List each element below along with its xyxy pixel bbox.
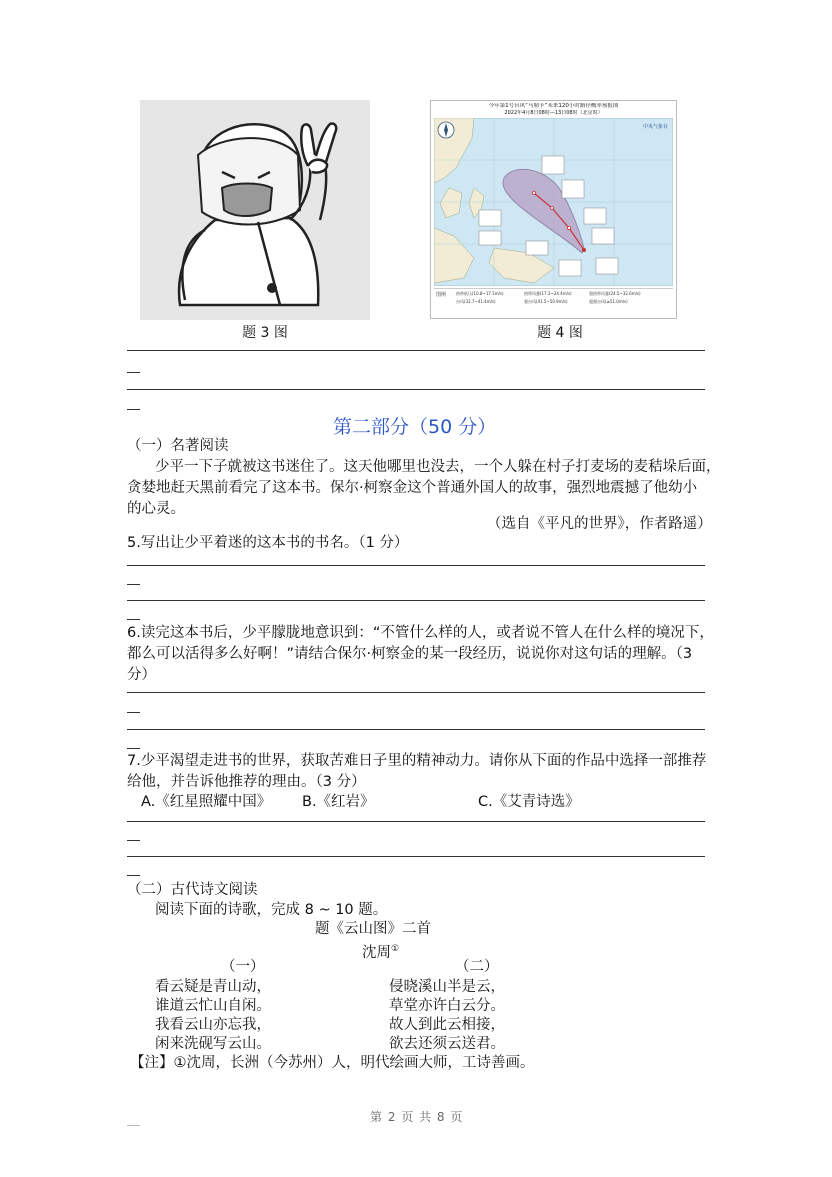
answer-line — [127, 350, 705, 351]
legend-item: 强热带风暴(24.5~32.6m/s) — [589, 291, 641, 296]
answer-line-stub — [127, 875, 140, 876]
answer-line-stub — [127, 584, 140, 585]
section-title: 第二部分（50 分） — [333, 416, 497, 438]
map-legend — [434, 288, 673, 316]
figure-4-caption: 题 4 图 — [537, 325, 583, 341]
question-6-line: 6.读完这本书后，少平朦胧地意识到：“不管什么样的人，或者说不管人在什么样的境况下， — [127, 625, 714, 641]
answer-line-stub — [127, 619, 140, 620]
q7-option-b: B.《红岩》 — [302, 794, 375, 810]
question-6-line: 都么可以活得多么好啊！”请结合保尔·柯察金的某一段经历，说说你对这句话的理解。（3 — [127, 646, 693, 662]
map-title: 今年第1号台风“马勒卡”未来120小时路径概率预报图 — [488, 103, 619, 109]
q7-option-c: C.《艾青诗选》 — [478, 794, 580, 810]
answer-line-stub — [127, 712, 140, 713]
answer-line[interactable] — [127, 600, 705, 601]
poem-2-line: 故人到此云相接， — [389, 1017, 505, 1033]
answer-line[interactable] — [127, 729, 705, 730]
part2-heading: （二）古代诗文阅读 — [127, 882, 258, 898]
figure-4 — [430, 100, 677, 319]
answer-line[interactable] — [127, 856, 705, 857]
poem-author — [362, 939, 399, 964]
poem-2-line: 欲去还须云送君。 — [389, 1036, 505, 1052]
poem-1-number: （一） — [221, 959, 265, 975]
question-7-line: 给他，并告诉他推荐的理由。（3 分） — [127, 774, 366, 790]
passage-line: 的心灵。 — [127, 501, 185, 517]
poem-1-line: 看云疑是青山动， — [155, 979, 271, 995]
poem-1-line: 谁道云忙山自闲。 — [155, 998, 271, 1014]
legend-item: 强台风(41.5~50.9m/s) — [524, 299, 568, 304]
question-7-line: 7.少平渴望走进书的世界，获取苦难日子里的精神动力。请你从下面的作品中选择一部推荐 — [127, 753, 707, 769]
poem-author-note-mark: ① — [391, 944, 400, 954]
figure-3 — [140, 100, 370, 320]
answer-line[interactable] — [127, 821, 705, 822]
typhoon-track-map-image — [434, 118, 673, 286]
answer-line[interactable] — [127, 565, 705, 566]
poem-2-number: （二） — [455, 959, 499, 975]
answer-line[interactable] — [127, 692, 705, 693]
cartoon-health-worker-image — [140, 100, 370, 320]
poem-title: 题《云山图》二首 — [315, 921, 431, 937]
legend-item: 台风(32.7~41.4m/s) — [456, 299, 496, 304]
poem-note: 【注】①沈周，长洲（今苏州）人，明代绘画大师，工诗善画。 — [130, 1055, 535, 1071]
passage-source: （选自《平凡的世界》，作者路遥） — [487, 516, 712, 532]
figure-3-caption: 题 3 图 — [242, 325, 288, 341]
page-number: 第 2 页 共 8 页 — [370, 1110, 464, 1124]
poem-2-line: 草堂亦许白云分。 — [389, 998, 505, 1014]
answer-line-stub — [127, 840, 140, 841]
legend-item: 热带风暴(17.2~24.4m/s) — [524, 291, 572, 296]
poem-1-line: 闲来洗砚写云山。 — [155, 1036, 271, 1052]
q7-option-a: A.《红星照耀中国》 — [141, 794, 272, 810]
footer-stub — [127, 1125, 140, 1126]
legend-item: 超强台风(≥51.0m/s) — [589, 299, 628, 304]
passage-line: 少平一下子就被这书迷住了。这天他哪里也没去，一个人躲在村子打麦场的麦秸垛后面， — [155, 459, 721, 475]
question-6-line: 分） — [127, 667, 156, 683]
poem-author-name: 沈周 — [362, 944, 391, 961]
poem-2-line: 侵晓溪山半是云， — [389, 979, 505, 995]
map-legend-label: 图例 — [436, 292, 447, 298]
map-subtitle: 2022年4月8日08时—13日08时（北京时） — [504, 110, 603, 116]
passage-line: 贪婪地赶天黑前看完了这本书。保尔·柯察金这个普通外国人的故事，强烈地震撼了他幼小 — [127, 480, 698, 496]
answer-line-stub — [127, 409, 140, 410]
question-5: 5.写出让少平着迷的这本书的书名。（1 分） — [127, 535, 409, 551]
answer-line-stub — [127, 748, 140, 749]
part2-intro: 阅读下面的诗歌，完成 8 ~ 10 题。 — [155, 902, 388, 918]
map-agency-label: 中央气象台 — [642, 124, 668, 130]
answer-line — [127, 389, 705, 390]
legend-item: 热带低压(10.8~17.1m/s) — [456, 291, 504, 296]
answer-line-stub — [127, 372, 140, 373]
poem-1-line: 我看云山亦忘我， — [155, 1017, 271, 1033]
part1-heading: （一）名著阅读 — [127, 438, 229, 454]
